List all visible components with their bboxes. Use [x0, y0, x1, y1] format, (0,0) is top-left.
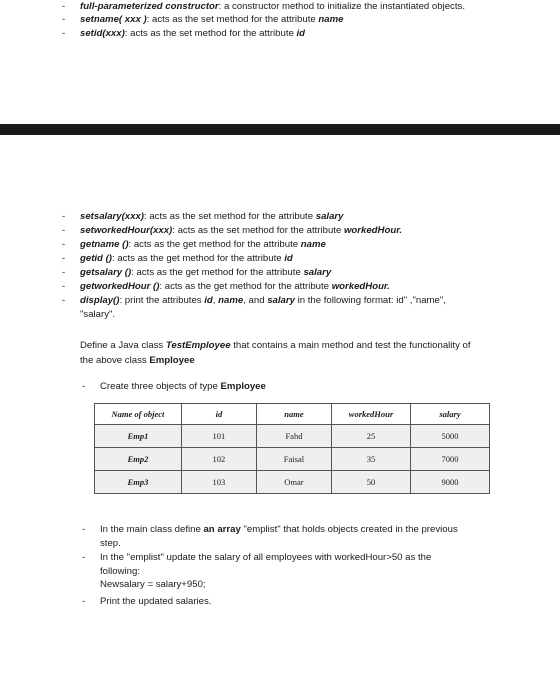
define-text: that contains a main method and test the functionality of	[230, 340, 471, 351]
table-cell: 102	[181, 448, 256, 471]
attribute-name: name	[218, 295, 244, 306]
instruction-text: In the "emplist" update the salary of all employees with workedHour>50 as the	[100, 552, 432, 563]
method-desc: : acts as the get method for the attribute	[128, 239, 301, 250]
method-desc: : acts as the get method for the attribute	[131, 267, 304, 278]
method-desc: : a constructor method to initialize the instantiated objects.	[218, 1, 465, 12]
class-name: Employee	[149, 355, 195, 366]
table-cell: 35	[331, 448, 410, 471]
create-text: Create three objects of type	[100, 381, 221, 392]
format-text: in the following format: id" ,"name",	[294, 295, 446, 306]
bullet-dash: -	[62, 267, 66, 278]
define-text: Define a Java class	[80, 340, 166, 351]
bullet-dash: -	[62, 28, 66, 39]
attribute-name: salary	[315, 211, 344, 222]
method-name: getworkedHour ()	[80, 281, 160, 292]
bullet-dash: -	[62, 14, 66, 25]
method-desc: : acts as the get method for the attribute	[111, 253, 285, 264]
instruction-text: "emplist" that holds objects created in the previous	[240, 524, 458, 535]
format-text-line2: "salary".	[80, 308, 116, 320]
bullet-dash: -	[62, 281, 66, 292]
table-cell: Emp2	[95, 448, 182, 471]
bullet-dash: -	[82, 524, 86, 535]
separator-text: , and	[243, 295, 268, 306]
instruction-text: In the main class define	[100, 524, 204, 535]
define-paragraph	[80, 338, 520, 368]
method-name: getsalary ()	[80, 267, 132, 278]
method-desc: : acts as the set method for the attribute	[146, 14, 319, 25]
display-desc: : print the attributes	[119, 295, 205, 306]
bullet-dash: -	[62, 253, 66, 264]
instruction-text: following:	[100, 565, 140, 577]
method-name: getname ()	[80, 239, 129, 250]
attribute-name: workedHour.	[343, 225, 403, 236]
header-id: id	[181, 404, 256, 425]
bullet-dash: -	[62, 295, 66, 306]
bullet-dash: -	[82, 596, 86, 607]
attribute-name: name	[300, 239, 326, 250]
table-header-row	[95, 404, 490, 425]
method-name: setworkedHour(xxx)	[80, 225, 173, 236]
table-cell: 101	[181, 425, 256, 448]
table-cell: Emp3	[95, 471, 182, 494]
attribute-name: salary	[267, 295, 295, 306]
table-row	[95, 425, 490, 448]
bullet-dash: -	[82, 552, 86, 563]
table-cell: Fahd	[256, 425, 331, 448]
header-name-of-object: Name of object	[95, 404, 182, 425]
method-desc: : acts as the set method for the attribute	[172, 225, 344, 236]
table-cell: 5000	[410, 425, 489, 448]
table-cell: 103	[181, 471, 256, 494]
instruction-text: Print the updated salaries.	[100, 596, 212, 607]
method-desc: : acts as the get method for the attribute	[159, 281, 332, 292]
bullet-dash: -	[82, 381, 86, 392]
attribute-name: id	[284, 253, 293, 264]
formula-text: Newsalary = salary+950;	[100, 579, 206, 590]
table-cell: Faisal	[256, 448, 331, 471]
method-name: full-parameterized constructor	[80, 1, 219, 12]
table-cell: 9000	[410, 471, 489, 494]
bullet-dash: -	[62, 225, 66, 236]
header-salary: salary	[410, 404, 489, 425]
attribute-name: id	[296, 28, 306, 39]
table-row	[95, 448, 490, 471]
method-name: getid ()	[80, 253, 112, 264]
method-name: display()	[80, 295, 120, 306]
bullet-dash: -	[62, 1, 66, 12]
attribute-name: workedHour.	[331, 281, 390, 292]
bullet-dash: -	[62, 211, 66, 222]
attribute-name: id	[204, 295, 213, 306]
attribute-name: name	[318, 14, 344, 25]
table-cell: 50	[331, 471, 410, 494]
class-name: TestEmployee	[165, 340, 231, 351]
header-workedhour: workedHour	[331, 404, 410, 425]
attribute-name: salary	[303, 267, 332, 278]
method-desc: : acts as the set method for the attribute	[144, 211, 316, 222]
table-cell: Omar	[256, 471, 331, 494]
employee-table	[94, 403, 490, 494]
define-text: the above class	[80, 355, 150, 366]
instruction-text: step.	[100, 537, 121, 549]
method-name: setname( xxx )	[80, 14, 147, 25]
method-name: setid(xxx)	[80, 28, 125, 39]
separator-text: ,	[212, 295, 219, 306]
method-desc: : acts as the set method for the attribute	[124, 28, 297, 39]
emphasis-text: an array	[203, 524, 241, 535]
header-name: name	[256, 404, 331, 425]
method-name: setsalary(xxx)	[80, 211, 145, 222]
table-cell: 7000	[410, 448, 489, 471]
table-row	[95, 471, 490, 494]
bullet-dash: -	[62, 239, 66, 250]
table-cell: 25	[331, 425, 410, 448]
class-name: Employee	[220, 381, 266, 392]
page-separator-bar	[0, 124, 560, 135]
table-cell: Emp1	[95, 425, 182, 448]
